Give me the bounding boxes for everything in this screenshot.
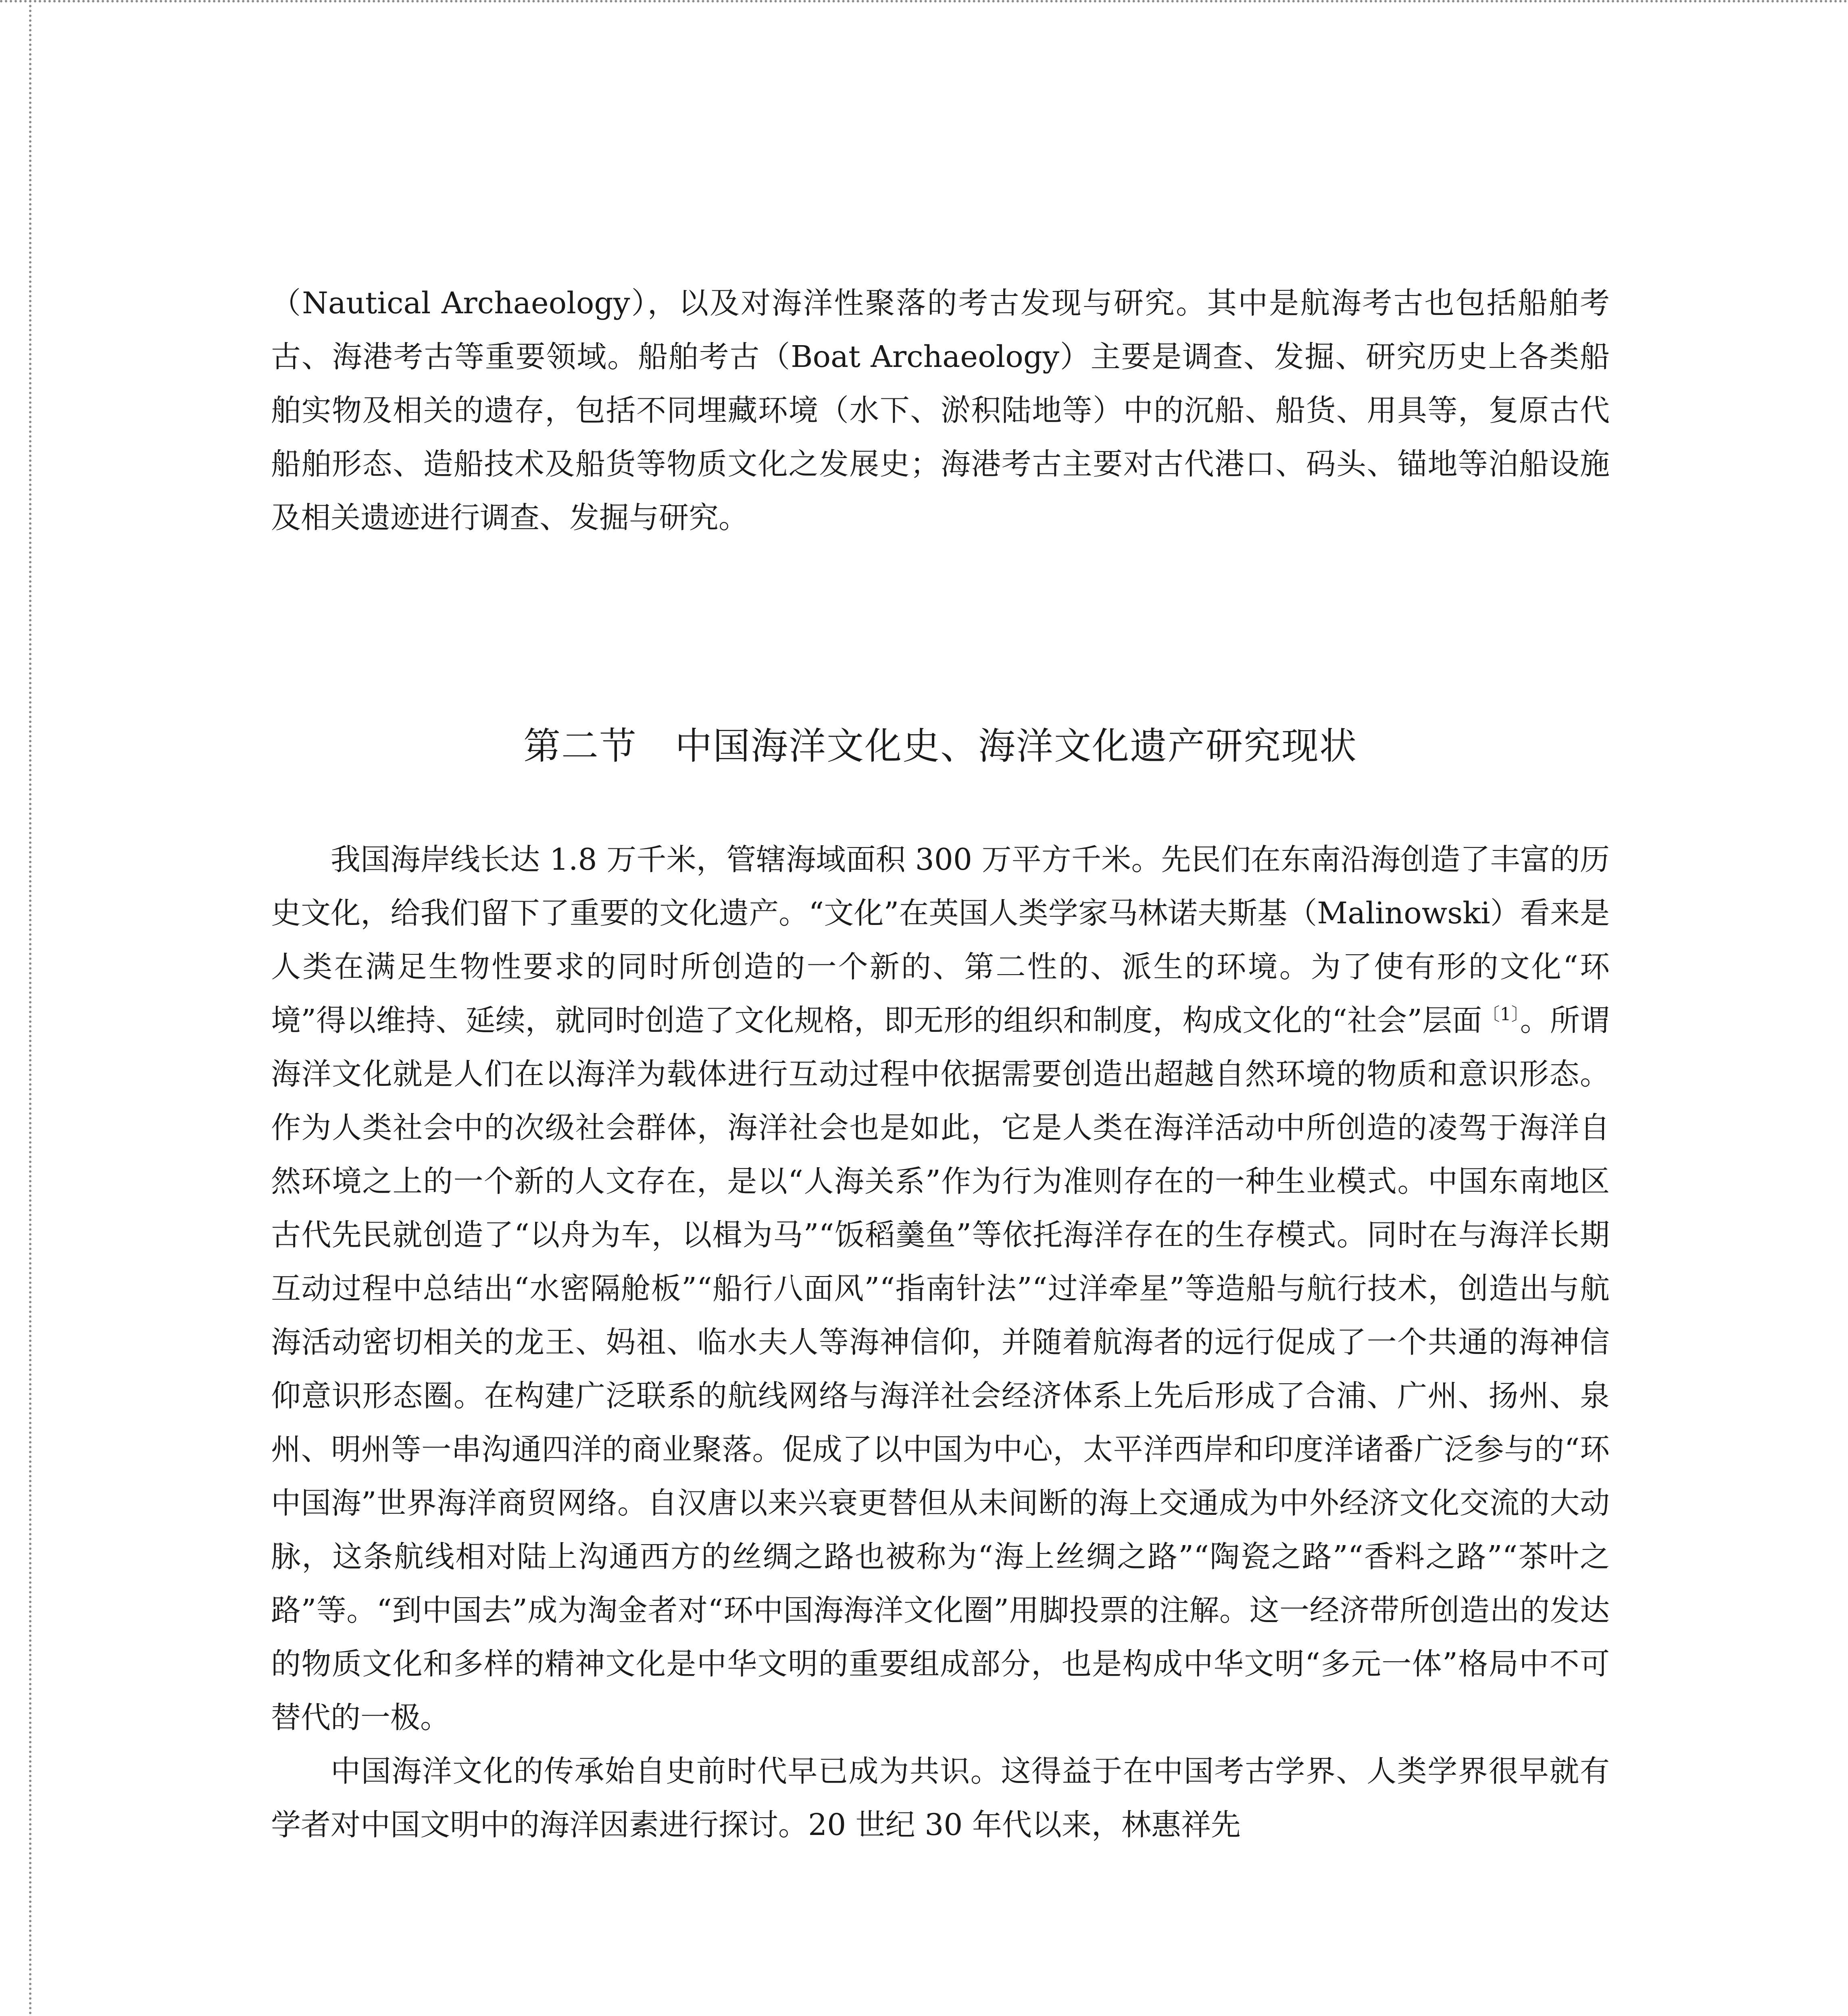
body-paragraph-1-part2: 。所谓海洋文化就是人们在以海洋为载体进行互动过程中依据需要创造出超越自然环境的物质和意识形态。作为人类社会中的次级社会群体，海洋社会也是如此，它是人类在海洋活动中所创造的凌驾于海洋自然环境之上的一个新的人文存在，是以“人海关系”作为行为准则存在的一种生业模式。中国东南地区古代先民就创造了“以舟为车，以楫为马”“饭稻羹鱼”等依托海洋存在的生存模式。同时在与海洋长期互动过程中总结出“水密隔舱板”“船行八面风”“指南针法”“过洋牵星”等造船与航行技术，创造出与航海活动密切相关的龙王、妈祖、临水夫人等海神信仰，并随着航海者的远行促成了一个共通的海神信仰意识形态圈。在构建广泛联系的航线网络与海洋社会经济体系上先后形成了合浦、广州、扬州、泉州、明州等一串沟通四洋的商业聚落。促成了以中国为中心，太平洋西岸和印度洋诸番广泛参与的“环中国海”世界海洋商贸网络。自汉唐以来兴衰更替但从未间断的海上交通成为中外经济文化交流的大动脉，这条航线相对陆上沟通西方的丝绸之路也被称为“海上丝绸之路”“陶瓷之路”“香料之路”“茶叶之路”等。“到中国去”成为淘金者对“环中国海海洋文化圈”用脚投票的注解。这一经济带所创造出的发达的物质文化和多样的精神文化是中华文明的重要组成部分，也是构成中华文明“多元一体”格局中不可替代的一极。 bbox=[271, 1003, 1610, 1735]
page-border-left bbox=[29, 0, 31, 2016]
body-paragraph-2: 中国海洋文化的传承始自史前时代早已成为共识。这得益于在中国考古学界、人类学界很早就有学者对中国文明中的海洋因素进行探讨。20 世纪 30 年代以来，林惠祥先 bbox=[271, 1754, 1610, 1842]
page-border-top bbox=[0, 0, 1848, 2]
body-paragraph-1 bbox=[271, 833, 1610, 1745]
section-heading: 第二节 中国海洋文化史、海洋文化遗产研究现状 bbox=[523, 725, 1357, 768]
body-text-block bbox=[271, 833, 1610, 1852]
intro-paragraph-block bbox=[271, 277, 1610, 545]
intro-paragraph: （Nautical Archaeology），以及对海洋性聚落的考古发现与研究。其中是航海考古也包括船舶考古、海港考古等重要领域。船舶考古（Boat Archaeology）主要是调查、发掘、研究历史上各类船舶实物及相关的遗存，包括不同埋藏环境（水下、淤积陆地等）中的沉船、船货、用具等，复原古代船舶形态、造船技术及船货等物质文化之发展史；海港考古主要对古代港口、码头、锚地等泊船设施及相关遗迹进行调查、发掘与研究。 bbox=[271, 286, 1610, 535]
body-paragraph-1-part1: 我国海岸线长达 1.8 万千米，管辖海域面积 300 万平方千米。先民们在东南沿海创造了丰富的历史文化，给我们留下了重要的文化遗产。“文化”在英国人类学家马林诺夫斯基（Malinowski）看来是人类在满足生物性要求的同时所创造的一个新的、第二性的、派生的环境。为了使有形的文化“环境”得以维持、延续，就同时创造了文化规格，即无形的组织和制度，构成文化的“社会”层面 bbox=[271, 842, 1610, 1038]
footnote-reference[interactable]: 〔1〕 bbox=[1482, 1004, 1520, 1025]
